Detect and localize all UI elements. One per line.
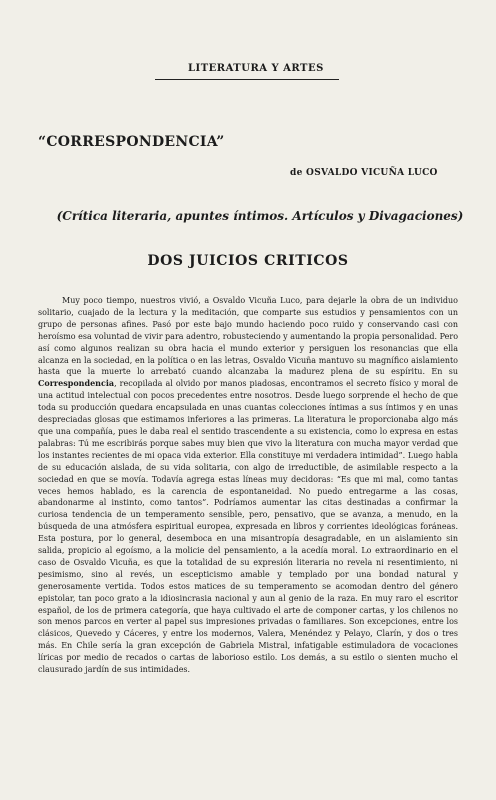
body-text-1: Muy poco tiempo, nuestros vivió, a Osvaldo Vicuña Luco, para dejarle la obra de un individuo solitario, cuajado de la lectura y la meditación, que comparte sus estudios y pensamientos con un grupo de personas afines. Pasó por este bajo mundo haciendo poco ruido y conservando casi con heroísmo esa voluntad de vivir para adentro, robusteciendo y aumentando la propia personalidad. Pero así como algunos realizan su obra hacia el mundo exterior y persiguen los resonancias que ella alcanza en la sociedad, en la política o en las letras, Osvaldo Vicuña mantuvo su magnífico aislamiento hasta que la muerte lo arrebató cuando alcanzaba la madurez plena de su espíritu. En su xyxy=(38,296,458,377)
article-body xyxy=(38,295,458,795)
section-header: LITERATURA Y ARTES xyxy=(188,63,324,74)
body-bold-term: Correspondencia xyxy=(38,378,115,389)
article-title: “CORRESPONDENCIA” xyxy=(38,134,225,150)
section-heading: DOS JUICIOS CRITICOS xyxy=(147,253,349,269)
article-subtitle: (Crítica literaria, apuntes íntimos. Artículos y Divagaciones) xyxy=(56,209,464,223)
section-rule xyxy=(155,79,339,80)
author-byline: de OSVALDO VICUÑA LUCO xyxy=(290,168,438,178)
body-text-2: , recopilada al olvido por manos piadosas, encontramos el secreto físico y moral de una actitud intelectual con pocos precedentes entre nosotros. Desde luego sorprende el hecho de que toda su producción quedara encapsulada en unas cuantas colecciones íntimas a sus íntimos y en unas despreciadas glosas que estimamos inferiores a las primeras. La literatura le proporcionaba algo más que una compañía, pues le daba real el sentido trascendente a su existencia, como lo expresa en estas palabras: Tú me escribirás porque sabes muy bien que vivo la literatura con mucha mayor verdad que los instantes recientes de mi opaca vida exterior. Ella constituye mi verdadera intimidad”. Luego habla de su educación aislada, de su vida solitaria, con algo de irreductible, de asimilable respecto a la sociedad en que se movía. Todavía agrega estas líneas muy decidoras: “Es que mi mal, como tantas veces hemos hablado, es la carencia de espontaneidad. No puedo entregarme a las cosas, abandonarme al instinto, como tantos”. Podríamos aumentar las citas destinadas a confirmar la curiosa tendencia de un temperamento sensible, pero, pensativo, que se avanza, a menudo, en la búsqueda de una atmósfera espiritual europea, expresada en libros y corrientes ideológicas foráneas. Esta postura, por lo general, desemboca en una misantropía desagradable, en un aislamiento sin salida, propicio al egoísmo, a la molicie del pensamiento, a la acedía moral. Lo extraordinario en el caso de Osvaldo Vicuña, es que la totalidad de su expresión literaria no revela ni resentimiento, ni pesimismo, sino al revés, un escepticismo amable y templado por una bondad natural y generosamente vertida. Todos estos matices de su temperamento se acomodan dentro del género epistolar, tan poco grato a la idiosincrasia nacional y aun al genio de la raza. En muy raro el escritor español, de los de primera categoría, que haya cultivado el arte de componer cartas, y los chilenos no son menos parcos en verter al papel sus impresiones privadas o familiares. Son excepciones, entre los clásicos, Quevedo y Cáceres, y entre los modernos, Valera, Menéndez y Pelayo, Clarín, y dos o tres más. En Chile sería la gran excepción de Gabriela Mistral, infatigable estimuladora de vocaciones líricas por medio de recados o cartas de laborioso estilo. Los demás, a su estilo o sienten mucho el clausurado jardín de sus intimidades. xyxy=(38,379,458,675)
